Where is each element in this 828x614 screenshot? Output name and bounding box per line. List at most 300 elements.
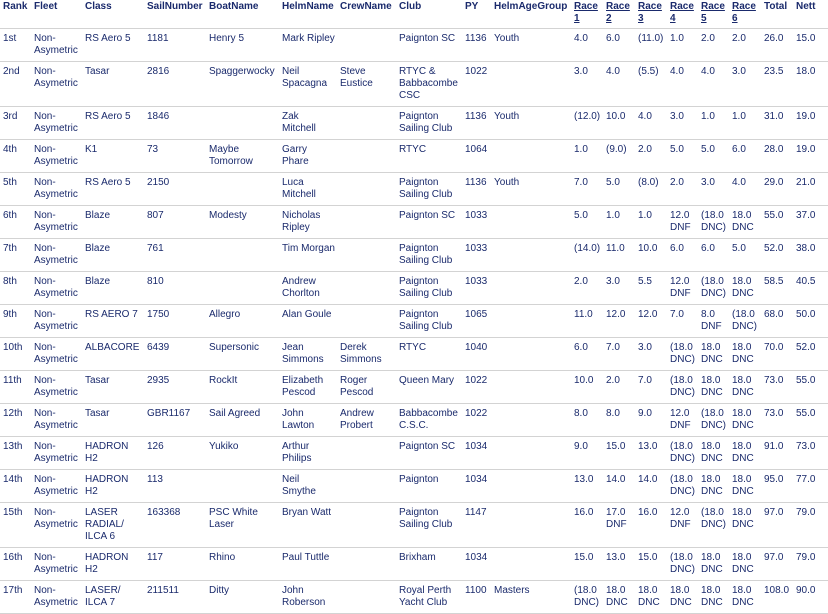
rank-cell: 3rd: [0, 107, 31, 140]
crew-name-cell: [337, 29, 396, 62]
crew-name-cell: Andrew Probert: [337, 404, 396, 437]
class-cell: HADRON H2: [82, 470, 144, 503]
col-header-race-3[interactable]: Race 3: [638, 1, 662, 24]
race-4-cell: 12.0 DNF: [667, 272, 698, 305]
race-2-cell: 10.0: [603, 107, 635, 140]
helm-age-group-cell: [491, 338, 571, 371]
race-3-cell: 3.0: [635, 338, 667, 371]
boat-name-cell: Supersonic: [206, 338, 279, 371]
fleet-cell: Non-Asymetric: [31, 437, 82, 470]
race-6-cell: 18.0 DNC: [729, 437, 761, 470]
race-4-cell: 12.0 DNF: [667, 206, 698, 239]
sail-number-cell: 2150: [144, 173, 206, 206]
club-cell: RTYC: [396, 338, 462, 371]
race-5-cell: 18.0 DNC: [698, 371, 729, 404]
race-6-cell: 18.0 DNC: [729, 503, 761, 548]
race-6-cell: 5.0: [729, 239, 761, 272]
boat-name-cell: PSC White Laser: [206, 503, 279, 548]
class-cell: Blaze: [82, 239, 144, 272]
race-6-cell: 18.0 DNC: [729, 581, 761, 614]
total-cell: 70.0: [761, 338, 793, 371]
club-cell: Royal Perth Yacht Club: [396, 581, 462, 614]
boat-name-cell: Yukiko: [206, 437, 279, 470]
helm-age-group-cell: [491, 305, 571, 338]
table-row: [0, 548, 828, 581]
race-3-cell: 4.0: [635, 107, 667, 140]
helm-age-group-cell: Masters: [491, 581, 571, 614]
race-3-cell: 5.5: [635, 272, 667, 305]
race-4-cell: 12.0 DNF: [667, 503, 698, 548]
boat-name-cell: Spaggerwocky: [206, 62, 279, 107]
race-1-cell: (14.0): [571, 239, 603, 272]
fleet-cell: Non-Asymetric: [31, 239, 82, 272]
helm-name-cell: Jean Simmons: [279, 338, 337, 371]
results-body: [0, 29, 828, 614]
race-3-cell: 2.0: [635, 140, 667, 173]
nett-cell: 37.0: [793, 206, 828, 239]
race-5-cell: (18.0 DNC): [698, 404, 729, 437]
total-cell: 97.0: [761, 503, 793, 548]
boat-name-cell: Allegro: [206, 305, 279, 338]
class-cell: Blaze: [82, 272, 144, 305]
rank-cell: 9th: [0, 305, 31, 338]
race-5-cell: 3.0: [698, 173, 729, 206]
race-6-cell: 18.0 DNC: [729, 206, 761, 239]
nett-cell: 79.0: [793, 548, 828, 581]
nett-cell: 18.0: [793, 62, 828, 107]
race-4-cell: 1.0: [667, 29, 698, 62]
race-6-cell: 6.0: [729, 140, 761, 173]
race-4-cell: (18.0 DNC): [667, 437, 698, 470]
total-cell: 95.0: [761, 470, 793, 503]
fleet-cell: Non-Asymetric: [31, 404, 82, 437]
race-6-cell: 4.0: [729, 173, 761, 206]
race-1-cell: 11.0: [571, 305, 603, 338]
class-cell: RS Aero 5: [82, 107, 144, 140]
fleet-cell: Non-Asymetric: [31, 29, 82, 62]
helm-name-cell: Nicholas Ripley: [279, 206, 337, 239]
py-cell: 1064: [462, 140, 491, 173]
total-cell: 58.5: [761, 272, 793, 305]
col-header-race-1[interactable]: Race 1: [574, 1, 598, 24]
club-cell: Paignton Sailing Club: [396, 503, 462, 548]
rank-cell: 5th: [0, 173, 31, 206]
fleet-cell: Non-Asymetric: [31, 338, 82, 371]
club-cell: Babbacombe C.S.C.: [396, 404, 462, 437]
helm-name-cell: John Lawton: [279, 404, 337, 437]
col-header-rank[interactable]: Rank: [3, 1, 28, 12]
py-cell: 1136: [462, 107, 491, 140]
rank-cell: 6th: [0, 206, 31, 239]
total-cell: 31.0: [761, 107, 793, 140]
race-1-cell: 5.0: [571, 206, 603, 239]
race-3-cell: (8.0): [635, 173, 667, 206]
class-cell: Tasar: [82, 371, 144, 404]
crew-name-cell: [337, 470, 396, 503]
race-5-cell: 18.0 DNC: [698, 581, 729, 614]
total-cell: 29.0: [761, 173, 793, 206]
col-header-sailnumber[interactable]: SailNumber: [147, 1, 203, 12]
table-row: [0, 470, 828, 503]
race-1-cell: 6.0: [571, 338, 603, 371]
rank-cell: 11th: [0, 371, 31, 404]
race-5-cell: 18.0 DNC: [698, 548, 729, 581]
class-cell: RS Aero 5: [82, 29, 144, 62]
crew-name-cell: Roger Pescod: [337, 371, 396, 404]
total-cell: 108.0: [761, 581, 793, 614]
race-4-cell: 4.0: [667, 62, 698, 107]
total-cell: 68.0: [761, 305, 793, 338]
crew-name-cell: [337, 581, 396, 614]
crew-name-cell: [337, 107, 396, 140]
nett-cell: 52.0: [793, 338, 828, 371]
fleet-cell: Non-Asymetric: [31, 470, 82, 503]
club-cell: RTYC & Babbacombe CSC: [396, 62, 462, 107]
rank-cell: 15th: [0, 503, 31, 548]
nett-cell: 15.0: [793, 29, 828, 62]
class-cell: ALBACORE: [82, 338, 144, 371]
crew-name-cell: [337, 437, 396, 470]
py-cell: 1033: [462, 206, 491, 239]
table-row: [0, 239, 828, 272]
py-cell: 1033: [462, 272, 491, 305]
race-3-cell: 10.0: [635, 239, 667, 272]
class-cell: K1: [82, 140, 144, 173]
fleet-cell: Non-Asymetric: [31, 305, 82, 338]
helm-age-group-cell: Youth: [491, 173, 571, 206]
race-5-cell: 4.0: [698, 62, 729, 107]
race-2-cell: 7.0: [603, 338, 635, 371]
class-cell: HADRON H2: [82, 548, 144, 581]
crew-name-cell: [337, 272, 396, 305]
race-1-cell: 10.0: [571, 371, 603, 404]
helm-name-cell: Andrew Chorlton: [279, 272, 337, 305]
total-cell: 26.0: [761, 29, 793, 62]
nett-cell: 50.0: [793, 305, 828, 338]
race-2-cell: 13.0: [603, 548, 635, 581]
helm-age-group-cell: [491, 62, 571, 107]
sail-number-cell: 126: [144, 437, 206, 470]
nett-cell: 77.0: [793, 470, 828, 503]
race-1-cell: 3.0: [571, 62, 603, 107]
boat-name-cell: Ditty: [206, 581, 279, 614]
boat-name-cell: Sail Agreed: [206, 404, 279, 437]
col-header-class[interactable]: Class: [85, 1, 112, 12]
race-5-cell: 6.0: [698, 239, 729, 272]
race-6-cell: 18.0 DNC: [729, 272, 761, 305]
class-cell: RS Aero 5: [82, 173, 144, 206]
race-5-cell: 5.0: [698, 140, 729, 173]
race-5-cell: 2.0: [698, 29, 729, 62]
table-row: [0, 140, 828, 173]
boat-name-cell: RockIt: [206, 371, 279, 404]
table-row: [0, 581, 828, 614]
club-cell: Paignton SC: [396, 29, 462, 62]
nett-cell: 90.0: [793, 581, 828, 614]
race-4-cell: 3.0: [667, 107, 698, 140]
py-cell: 1033: [462, 239, 491, 272]
py-cell: 1022: [462, 62, 491, 107]
helm-name-cell: Luca Mitchell: [279, 173, 337, 206]
helm-name-cell: Mark Ripley: [279, 29, 337, 62]
nett-cell: 19.0: [793, 140, 828, 173]
rank-cell: 17th: [0, 581, 31, 614]
race-4-cell: (18.0 DNC): [667, 371, 698, 404]
race-5-cell: (18.0 DNC): [698, 206, 729, 239]
crew-name-cell: [337, 503, 396, 548]
race-5-cell: 18.0 DNC: [698, 437, 729, 470]
total-cell: 73.0: [761, 404, 793, 437]
boat-name-cell: Modesty: [206, 206, 279, 239]
race-3-cell: (11.0): [635, 29, 667, 62]
rank-cell: 14th: [0, 470, 31, 503]
header-row: [0, 0, 828, 29]
race-2-cell: 4.0: [603, 62, 635, 107]
col-header-boatname[interactable]: BoatName: [209, 1, 259, 12]
race-6-cell: 18.0 DNC: [729, 404, 761, 437]
crew-name-cell: Derek Simmons: [337, 338, 396, 371]
race-3-cell: 12.0: [635, 305, 667, 338]
fleet-cell: Non-Asymetric: [31, 140, 82, 173]
fleet-cell: Non-Asymetric: [31, 581, 82, 614]
table-row: [0, 29, 828, 62]
race-4-cell: (18.0 DNC): [667, 548, 698, 581]
helm-age-group-cell: Youth: [491, 29, 571, 62]
race-2-cell: 14.0: [603, 470, 635, 503]
sail-number-cell: 73: [144, 140, 206, 173]
helm-age-group-cell: [491, 437, 571, 470]
class-cell: LASER/ ILCA 7: [82, 581, 144, 614]
crew-name-cell: [337, 206, 396, 239]
race-6-cell: 18.0 DNC: [729, 548, 761, 581]
helm-name-cell: Tim Morgan: [279, 239, 337, 272]
col-header-race-6[interactable]: Race 6: [732, 1, 756, 24]
helm-name-cell: Garry Phare: [279, 140, 337, 173]
rank-cell: 4th: [0, 140, 31, 173]
sail-number-cell: 2935: [144, 371, 206, 404]
py-cell: 1147: [462, 503, 491, 548]
nett-cell: 38.0: [793, 239, 828, 272]
race-4-cell: (18.0 DNC): [667, 470, 698, 503]
sail-number-cell: 810: [144, 272, 206, 305]
race-6-cell: 1.0: [729, 107, 761, 140]
table-row: [0, 404, 828, 437]
total-cell: 55.0: [761, 206, 793, 239]
helm-name-cell: Arthur Philips: [279, 437, 337, 470]
sail-number-cell: 807: [144, 206, 206, 239]
col-header-race-2[interactable]: Race 2: [606, 1, 630, 24]
col-header-nett[interactable]: Nett: [796, 1, 816, 12]
crew-name-cell: [337, 239, 396, 272]
helm-name-cell: John Roberson: [279, 581, 337, 614]
race-3-cell: 14.0: [635, 470, 667, 503]
table-row: [0, 437, 828, 470]
nett-cell: 40.5: [793, 272, 828, 305]
boat-name-cell: [206, 239, 279, 272]
race-6-cell: 3.0: [729, 62, 761, 107]
py-cell: 1022: [462, 371, 491, 404]
race-5-cell: 18.0 DNC: [698, 338, 729, 371]
race-1-cell: 4.0: [571, 29, 603, 62]
class-cell: Tasar: [82, 404, 144, 437]
class-cell: LASER RADIAL/ ILCA 6: [82, 503, 144, 548]
table-row: [0, 173, 828, 206]
col-header-fleet[interactable]: Fleet: [34, 1, 58, 12]
class-cell: Tasar: [82, 62, 144, 107]
race-2-cell: 2.0: [603, 371, 635, 404]
boat-name-cell: [206, 173, 279, 206]
col-header-club[interactable]: Club: [399, 1, 422, 12]
race-4-cell: (18.0 DNC): [667, 338, 698, 371]
fleet-cell: Non-Asymetric: [31, 173, 82, 206]
helm-name-cell: Zak Mitchell: [279, 107, 337, 140]
race-6-cell: 18.0 DNC: [729, 371, 761, 404]
helm-age-group-cell: [491, 272, 571, 305]
race-3-cell: 15.0: [635, 548, 667, 581]
total-cell: 97.0: [761, 548, 793, 581]
race-4-cell: 5.0: [667, 140, 698, 173]
race-5-cell: 1.0: [698, 107, 729, 140]
boat-name-cell: Rhino: [206, 548, 279, 581]
nett-cell: 21.0: [793, 173, 828, 206]
fleet-cell: Non-Asymetric: [31, 371, 82, 404]
py-cell: 1034: [462, 437, 491, 470]
boat-name-cell: [206, 272, 279, 305]
total-cell: 28.0: [761, 140, 793, 173]
sail-number-cell: 1846: [144, 107, 206, 140]
fleet-cell: Non-Asymetric: [31, 272, 82, 305]
boat-name-cell: Henry 5: [206, 29, 279, 62]
crew-name-cell: [337, 305, 396, 338]
club-cell: Paignton SC: [396, 206, 462, 239]
race-2-cell: 5.0: [603, 173, 635, 206]
table-row: [0, 371, 828, 404]
py-cell: 1040: [462, 338, 491, 371]
race-1-cell: 15.0: [571, 548, 603, 581]
col-header-total[interactable]: Total: [764, 1, 788, 12]
race-2-cell: 1.0: [603, 206, 635, 239]
race-2-cell: 8.0: [603, 404, 635, 437]
col-header-helmname[interactable]: HelmName: [282, 1, 334, 12]
helm-name-cell: Bryan Watt: [279, 503, 337, 548]
py-cell: 1022: [462, 404, 491, 437]
club-cell: Paignton Sailing Club: [396, 173, 462, 206]
race-6-cell: 18.0 DNC: [729, 338, 761, 371]
rank-cell: 1st: [0, 29, 31, 62]
race-2-cell: 12.0: [603, 305, 635, 338]
race-1-cell: 1.0: [571, 140, 603, 173]
helm-name-cell: Elizabeth Pescod: [279, 371, 337, 404]
class-cell: RS AERO 7: [82, 305, 144, 338]
club-cell: Paignton Sailing Club: [396, 305, 462, 338]
nett-cell: 79.0: [793, 503, 828, 548]
race-4-cell: 18.0 DNC: [667, 581, 698, 614]
helm-name-cell: Neil Smythe: [279, 470, 337, 503]
total-cell: 91.0: [761, 437, 793, 470]
sail-number-cell: 1181: [144, 29, 206, 62]
race-6-cell: (18.0 DNC): [729, 305, 761, 338]
race-2-cell: 15.0: [603, 437, 635, 470]
py-cell: 1100: [462, 581, 491, 614]
py-cell: 1034: [462, 470, 491, 503]
sail-number-cell: GBR1167: [144, 404, 206, 437]
race-5-cell: 18.0 DNC: [698, 470, 729, 503]
fleet-cell: Non-Asymetric: [31, 503, 82, 548]
col-header-race-4[interactable]: Race 4: [670, 1, 694, 24]
nett-cell: 55.0: [793, 371, 828, 404]
helm-age-group-cell: [491, 371, 571, 404]
club-cell: Brixham: [396, 548, 462, 581]
race-3-cell: 1.0: [635, 206, 667, 239]
helm-name-cell: Paul Tuttle: [279, 548, 337, 581]
race-3-cell: 9.0: [635, 404, 667, 437]
col-header-crewname[interactable]: CrewName: [340, 1, 392, 12]
sail-number-cell: 1750: [144, 305, 206, 338]
crew-name-cell: Steve Eustice: [337, 62, 396, 107]
col-header-race-5[interactable]: Race 5: [701, 1, 725, 24]
race-3-cell: 13.0: [635, 437, 667, 470]
sail-number-cell: 211511: [144, 581, 206, 614]
sail-number-cell: 6439: [144, 338, 206, 371]
col-header-helmagegroup[interactable]: HelmAgeGroup: [494, 1, 568, 12]
class-cell: HADRON H2: [82, 437, 144, 470]
total-cell: 73.0: [761, 371, 793, 404]
total-cell: 23.5: [761, 62, 793, 107]
boat-name-cell: [206, 470, 279, 503]
rank-cell: 2nd: [0, 62, 31, 107]
rank-cell: 8th: [0, 272, 31, 305]
py-cell: 1136: [462, 29, 491, 62]
fleet-cell: Non-Asymetric: [31, 107, 82, 140]
race-1-cell: 16.0: [571, 503, 603, 548]
total-cell: 52.0: [761, 239, 793, 272]
race-3-cell: 16.0: [635, 503, 667, 548]
table-row: [0, 206, 828, 239]
table-row: [0, 503, 828, 548]
rank-cell: 7th: [0, 239, 31, 272]
table-row: [0, 62, 828, 107]
helm-age-group-cell: [491, 548, 571, 581]
race-4-cell: 2.0: [667, 173, 698, 206]
col-header-py[interactable]: PY: [465, 1, 479, 12]
club-cell: RTYC: [396, 140, 462, 173]
race-6-cell: 18.0 DNC: [729, 470, 761, 503]
race-2-cell: 17.0 DNF: [603, 503, 635, 548]
table-row: [0, 107, 828, 140]
race-5-cell: (18.0 DNC): [698, 503, 729, 548]
nett-cell: 19.0: [793, 107, 828, 140]
helm-age-group-cell: [491, 239, 571, 272]
race-1-cell: 7.0: [571, 173, 603, 206]
helm-age-group-cell: [491, 404, 571, 437]
py-cell: 1034: [462, 548, 491, 581]
race-1-cell: 9.0: [571, 437, 603, 470]
race-4-cell: 7.0: [667, 305, 698, 338]
nett-cell: 73.0: [793, 437, 828, 470]
sail-number-cell: 761: [144, 239, 206, 272]
fleet-cell: Non-Asymetric: [31, 548, 82, 581]
helm-age-group-cell: Youth: [491, 107, 571, 140]
race-5-cell: (18.0 DNC): [698, 272, 729, 305]
sail-number-cell: 2816: [144, 62, 206, 107]
nett-cell: 55.0: [793, 404, 828, 437]
club-cell: Paignton Sailing Club: [396, 107, 462, 140]
class-cell: Blaze: [82, 206, 144, 239]
club-cell: Paignton: [396, 470, 462, 503]
race-1-cell: 13.0: [571, 470, 603, 503]
helm-age-group-cell: [491, 470, 571, 503]
rank-cell: 16th: [0, 548, 31, 581]
